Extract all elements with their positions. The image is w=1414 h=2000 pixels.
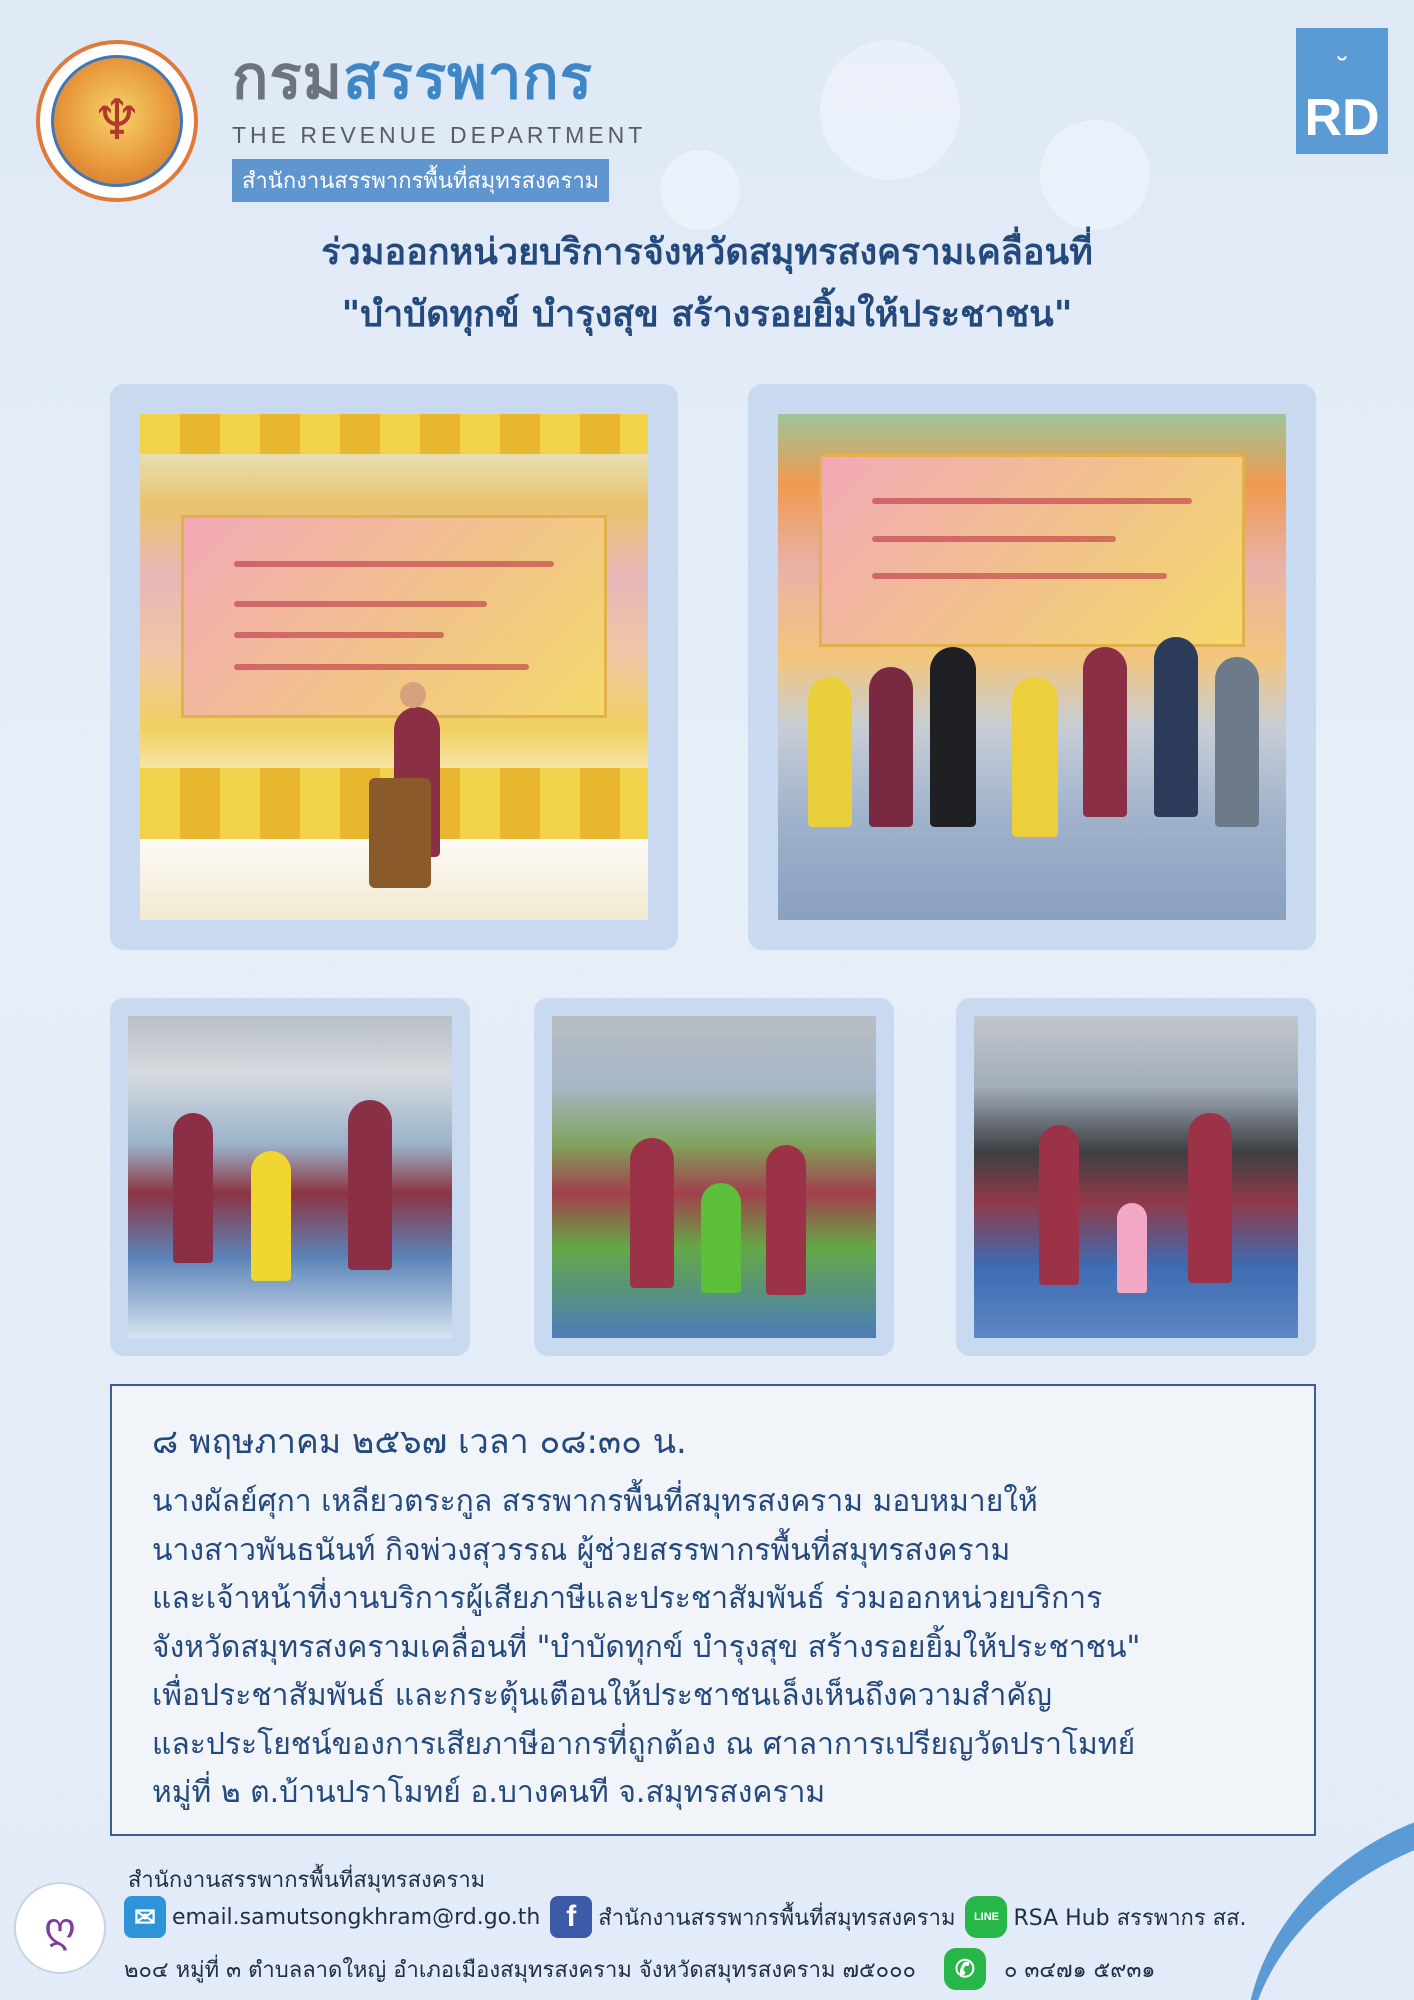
brand-block xyxy=(232,43,647,202)
facebook-icon: f xyxy=(550,1896,592,1938)
person-figure xyxy=(1117,1203,1147,1293)
footer-address: ๒๐๔ หมู่ที่ ๓ ตำบลลาดใหญ่ อำเภอเมืองสมุทรสงคราม จังหวัดสมุทรสงคราม ๗๕๐๐๐ xyxy=(124,1957,916,1983)
body-line: และประโยชน์ของการเสียภาษีอากรที่ถูกต้อง ณ ศาลาการเปรียญวัดปราโมทย์ xyxy=(152,1726,1136,1762)
banner-text-line xyxy=(872,498,1192,504)
bokeh-decoration xyxy=(660,150,740,230)
banner-text-line xyxy=(872,573,1167,579)
person-figure xyxy=(173,1113,213,1263)
podium xyxy=(369,778,431,888)
news-text-box xyxy=(110,1384,1316,1836)
photo-stage-speaker xyxy=(140,414,648,920)
person-figure xyxy=(930,647,976,827)
mail-icon: ✉ xyxy=(124,1896,166,1938)
body-line: นางผัลย์ศุกา เหลียวตระกูล สรรพากรพื้นที่สมุทรสงคราม มอบหมายให้ xyxy=(152,1484,1038,1519)
photo-frame-3 xyxy=(110,998,470,1356)
photo-frame-2 xyxy=(748,384,1316,950)
person-figure xyxy=(808,677,852,827)
bokeh-decoration xyxy=(820,40,960,180)
mascot-icon: ღ xyxy=(44,1905,76,1951)
body-line: เพื่อประชาสัมพันธ์ และกระตุ้นเตือนให้ประชาชนเล็งเห็นถึงความสำคัญ xyxy=(152,1678,1052,1713)
footer-line[interactable]: RSA Hub สรรพากร สส. xyxy=(1013,1905,1247,1931)
brand-thai-part1: กรม xyxy=(232,43,344,113)
headline-line-2: "บำบัดทุกข์ บำรุงสุข สร้างรอยยิ้มให้ประชาชน" xyxy=(341,294,1073,335)
person-figure xyxy=(701,1183,741,1293)
headline xyxy=(0,222,1414,346)
photo-hall-3 xyxy=(974,1016,1298,1338)
footer-facebook[interactable]: สำนักงานสรรพากรพื้นที่สมุทรสงคราม xyxy=(598,1905,956,1931)
footer-email[interactable]: email.samutsongkhram@rd.go.th xyxy=(172,1904,541,1930)
rd-logo xyxy=(1296,28,1388,154)
footer-address-row xyxy=(124,1948,1155,1990)
event-date: ๘ พฤษภาคม ๒๕๖๗ เวลา ๐๘:๓๐ น. xyxy=(152,1422,687,1462)
rd-swirl-icon: ˘ xyxy=(1334,53,1350,88)
phone-icon: ✆ xyxy=(944,1948,986,1990)
banner-text-line xyxy=(234,601,486,607)
footer-office-name: สำนักงานสรรพากรพื้นที่สมุทรสงคราม xyxy=(128,1868,486,1893)
body-line: หมู่ที่ ๒ ต.บ้านปราโมทย์ อ.บางคนที จ.สมุทรสงคราม xyxy=(152,1775,826,1810)
person-figure xyxy=(630,1138,674,1288)
event-banner xyxy=(181,515,608,717)
photo-frame-4 xyxy=(534,998,894,1356)
event-banner xyxy=(819,454,1246,646)
line-icon: LINE xyxy=(965,1896,1007,1938)
person-figure xyxy=(1188,1113,1232,1283)
person-figure xyxy=(1083,647,1127,817)
footer-mascot-logo xyxy=(14,1882,106,1974)
headline-line-1: ร่วมออกหน่วยบริการจังหวัดสมุทรสงครามเคลื่อนที่ xyxy=(321,232,1093,273)
rd-logo-text: RD xyxy=(1304,89,1380,147)
footer-phone[interactable]: ๐ ๓๔๗๑ ๕๙๓๑ xyxy=(1003,1957,1156,1983)
person-figure xyxy=(1012,677,1058,837)
banner-text-line xyxy=(234,632,444,638)
person-figure xyxy=(766,1145,806,1295)
office-name-badge: สำนักงานสรรพากรพื้นที่สมุทรสงคราม xyxy=(232,159,609,202)
curtain-decoration xyxy=(140,414,648,454)
person-figure xyxy=(1039,1125,1079,1285)
body-line: และเจ้าหน้าที่งานบริการผู้เสียภาษีและประชาสัมพันธ์ ร่วมออกหน่วยบริการ xyxy=(152,1581,1103,1616)
person-figure xyxy=(251,1151,291,1281)
revenue-department-seal xyxy=(36,40,198,202)
brand-thai-part2: สรรพากร xyxy=(343,43,593,113)
brand-english-name: THE REVENUE DEPARTMENT xyxy=(232,122,647,148)
body-line: จังหวัดสมุทรสงครามเคลื่อนที่ "บำบัดทุกข์ บำรุงสุข สร้างรอยยิ้มให้ประชาชน" xyxy=(152,1629,1141,1665)
photo-hall-1 xyxy=(128,1016,452,1338)
body-line: นางสาวพันธนันท์ กิจพ่วงสุวรรณ ผู้ช่วยสรรพากรพื้นที่สมุทรสงคราม xyxy=(152,1532,1011,1568)
banner-text-line xyxy=(872,536,1116,542)
footer-contact-row xyxy=(124,1896,1247,1938)
bokeh-decoration xyxy=(1040,120,1150,230)
person-figure xyxy=(1154,637,1198,817)
banner-text-line xyxy=(234,664,529,670)
person-figure xyxy=(869,667,913,827)
brand-thai-name xyxy=(232,43,646,113)
banner-text-line xyxy=(234,561,554,567)
photo-frame-5 xyxy=(956,998,1316,1356)
photo-frame-1 xyxy=(110,384,678,950)
photo-group-stage xyxy=(778,414,1286,920)
deity-icon: ♆ xyxy=(91,88,143,153)
person-figure xyxy=(348,1100,392,1270)
person-figure xyxy=(1215,657,1259,827)
photo-hall-2 xyxy=(552,1016,876,1338)
seal-emblem xyxy=(51,55,183,187)
